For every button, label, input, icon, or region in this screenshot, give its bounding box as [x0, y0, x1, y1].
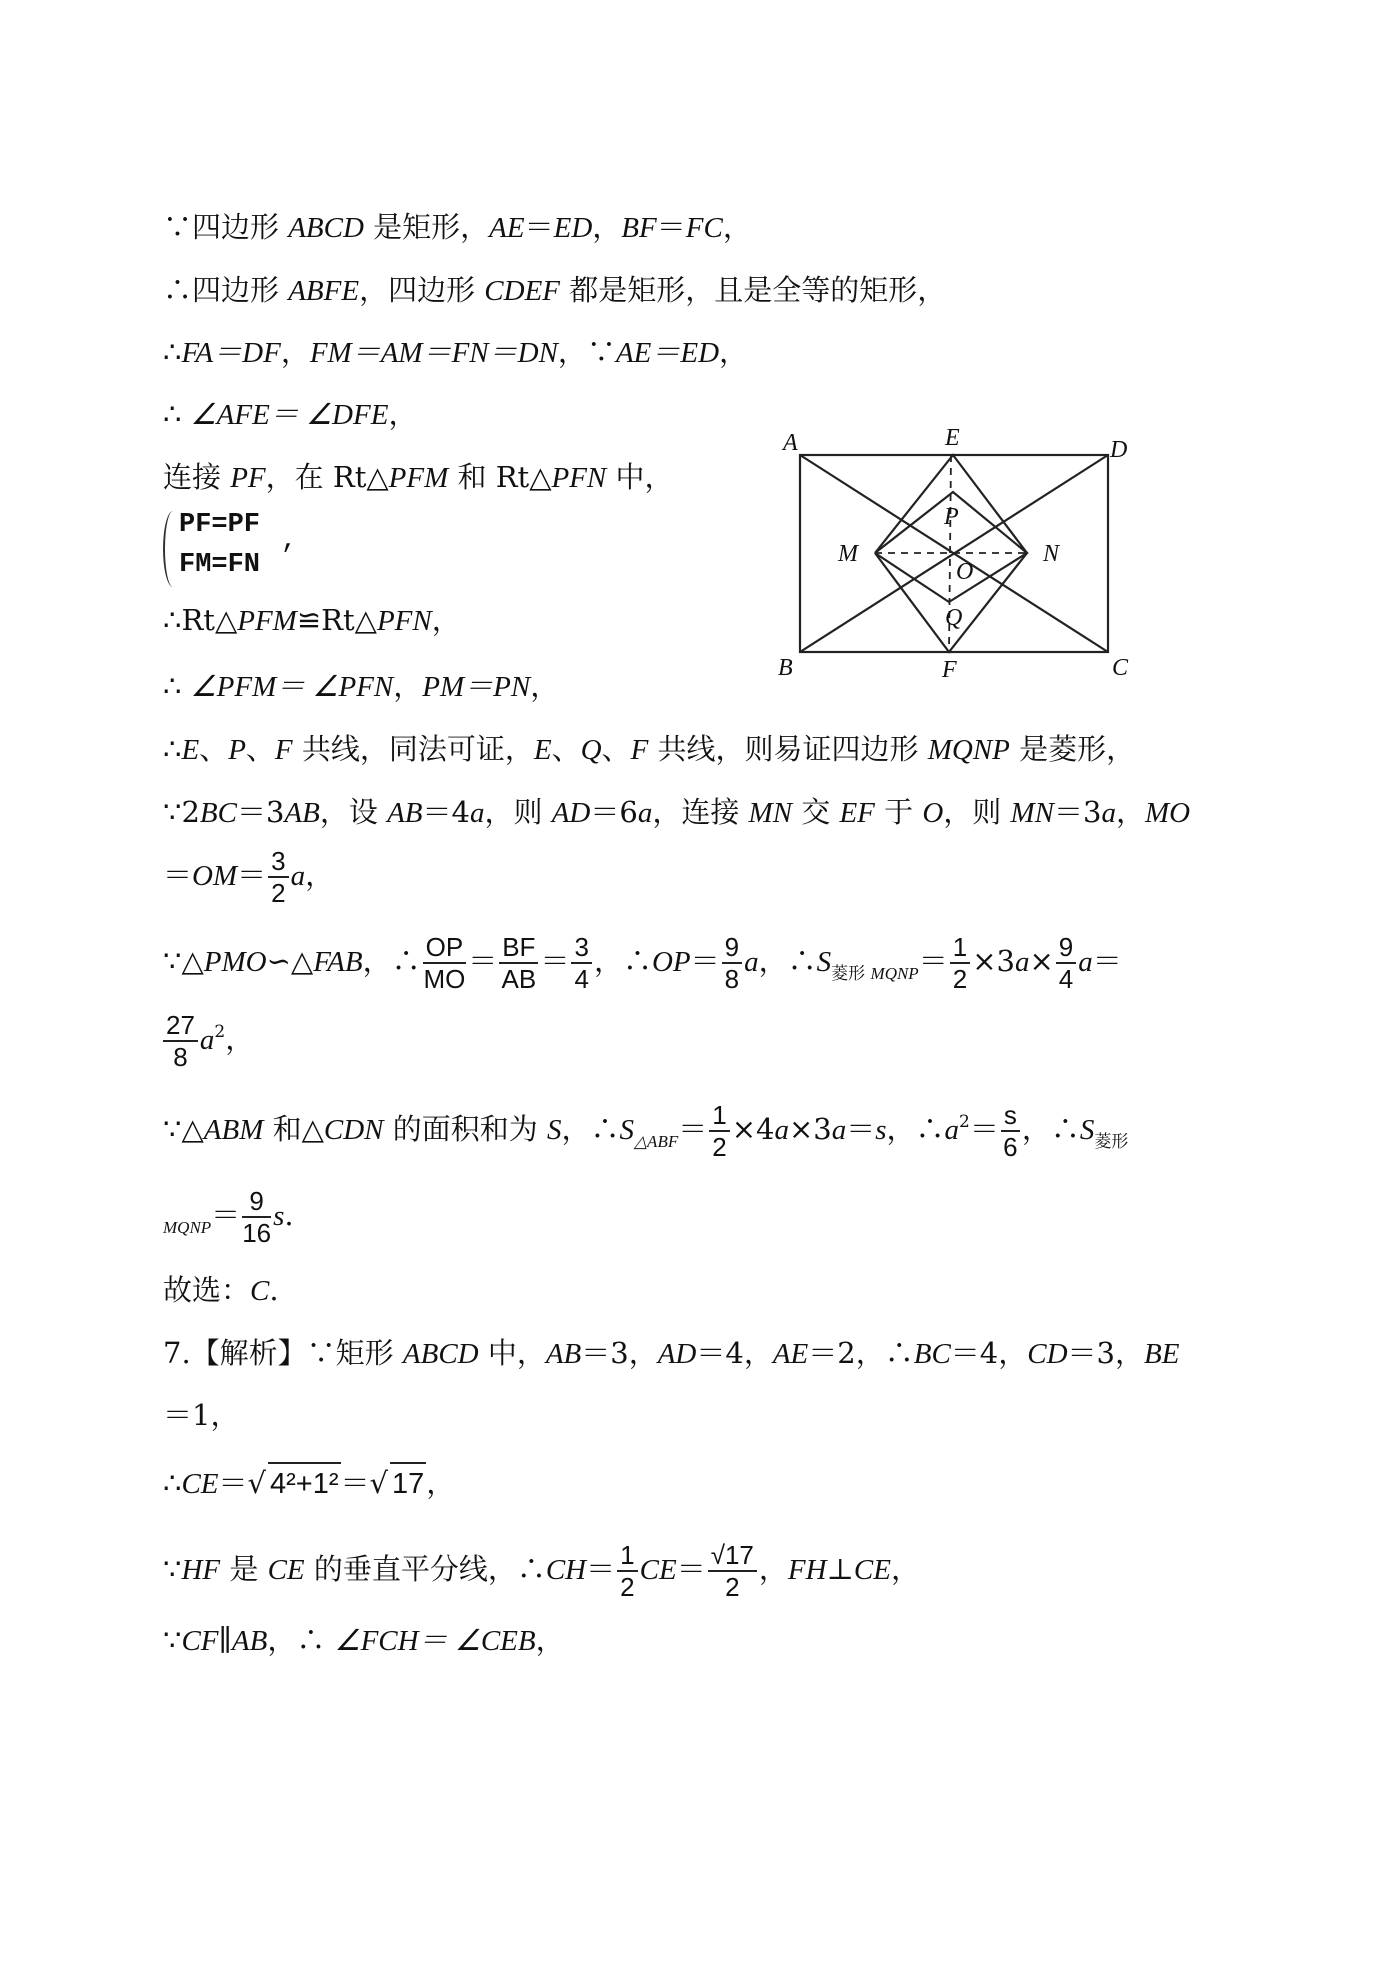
math: CH [545, 1554, 587, 1586]
math: PF [230, 462, 266, 494]
math: CD [1027, 1338, 1068, 1370]
math: EF [839, 797, 875, 829]
text: ∵△ [163, 944, 204, 978]
math: BC [913, 1338, 951, 1370]
text: ≌Rt△ [296, 603, 377, 637]
math: O [922, 797, 944, 829]
text: ∴ [163, 669, 191, 703]
math: FC [685, 212, 723, 244]
math: ABFE [288, 275, 360, 307]
text: ，四边形 [359, 273, 485, 307]
superscript: 2 [214, 1022, 226, 1042]
math: a [1078, 946, 1093, 978]
denominator: 8 [173, 1042, 188, 1072]
math: PFN [376, 605, 432, 637]
text: ＝6 [590, 795, 638, 829]
label-d: D [1110, 437, 1128, 463]
line-8 [163, 729, 1135, 770]
math: CDN [323, 1114, 384, 1146]
math: BF [621, 212, 657, 244]
math: AE [772, 1338, 809, 1370]
math: ∠PFM＝ ∠PFN [190, 671, 394, 703]
numerator: 3 [571, 932, 591, 964]
numerator: 1 [709, 1100, 729, 1132]
text: 和△ [263, 1112, 324, 1146]
text: ＝1， [163, 1398, 240, 1432]
text: 中， [478, 1336, 546, 1370]
text: ×3 [972, 944, 1015, 978]
label-q: Q [945, 605, 963, 631]
line-19 [163, 1540, 920, 1602]
text: ∵四边形 [163, 210, 289, 244]
text: ， [225, 1022, 255, 1056]
line-18 [163, 1462, 455, 1504]
text: ＝ [163, 858, 193, 892]
text: ， [535, 1623, 565, 1657]
line-11 [163, 932, 1122, 994]
math: ABCD [402, 1338, 479, 1370]
math: PFM [388, 462, 449, 494]
sqrt-icon: √ [369, 1466, 389, 1500]
numerator: 3 [268, 846, 288, 878]
denominator: MO [423, 964, 466, 994]
math: OP [651, 946, 691, 978]
math: a [1101, 797, 1116, 829]
math: a [744, 946, 759, 978]
text: ，∴ [561, 1112, 620, 1146]
line-17 [163, 1395, 239, 1435]
numerator: 1 [950, 932, 970, 964]
radicand: 4²+1² [268, 1462, 341, 1504]
text: 是 [220, 1552, 268, 1586]
text: 、 [199, 732, 229, 766]
fraction [617, 1540, 637, 1602]
line-14 [163, 1186, 294, 1248]
text: ＝3， [1067, 1336, 1144, 1370]
math: E [533, 734, 552, 766]
text: ＝3 [1054, 795, 1102, 829]
text: 都是矩形，且是全等的矩形， [560, 273, 947, 307]
text: ， [305, 858, 335, 892]
text: ，则 [943, 795, 1011, 829]
text: 、 [551, 732, 581, 766]
line-7 [163, 666, 559, 707]
text: ＝ [524, 210, 554, 244]
denominator: 8 [724, 964, 740, 994]
math: BE [1144, 1338, 1180, 1370]
fraction [499, 932, 538, 994]
text: ，在 Rt△ [265, 460, 389, 494]
numerator: 9 [242, 1186, 271, 1218]
text: ∵ [163, 1623, 182, 1657]
equation-row: FM=FN [179, 550, 261, 580]
math: FA＝DF [181, 337, 281, 369]
text: , [281, 526, 298, 556]
label-n: N [1043, 541, 1060, 567]
math: MN [1010, 797, 1055, 829]
math: E [181, 734, 200, 766]
math: ∠FCH＝ ∠CEB [334, 1625, 536, 1657]
text: ，设 [319, 795, 388, 829]
text: 交 [792, 795, 840, 829]
math: a [199, 1024, 215, 1056]
text: ＝4， [696, 1336, 773, 1370]
label-c: C [1112, 655, 1129, 681]
math: CE [267, 1554, 305, 1586]
line-16 [163, 1333, 1179, 1374]
fraction [709, 1100, 729, 1162]
text: . [269, 1273, 279, 1307]
label-b: B [778, 655, 793, 681]
math: ∠AFE＝ ∠DFE [190, 399, 389, 431]
text: 中， [606, 460, 674, 494]
left-brace-icon [163, 511, 175, 587]
fraction [722, 932, 742, 994]
text: ＝ [340, 1466, 370, 1500]
subscript: MQNP [163, 1218, 212, 1237]
math: AE [489, 212, 525, 244]
text: ， [426, 1466, 456, 1500]
text: ＝2，∴ [808, 1336, 914, 1370]
text: ＝ [678, 1112, 708, 1146]
text: 是菱形， [1009, 732, 1136, 766]
math: PM＝PN [422, 671, 531, 703]
text: ＝4 [422, 795, 470, 829]
denominator: 4 [1058, 964, 1074, 994]
text: ∴四边形 [163, 273, 289, 307]
math: CF [181, 1625, 219, 1657]
text: ＝ [690, 944, 720, 978]
text: ∴ [163, 732, 182, 766]
label-a: A [783, 430, 798, 456]
math: a [637, 797, 653, 829]
math: a [469, 797, 485, 829]
text: 故选： [163, 1273, 251, 1307]
math: a [944, 1114, 960, 1146]
text: ， [758, 1552, 788, 1586]
math: Q [580, 734, 602, 766]
subscript: 菱形 [1094, 1132, 1129, 1152]
text: ＝ [218, 1466, 248, 1500]
sqrt-icon: √ [247, 1466, 267, 1500]
text: ， [431, 603, 461, 637]
math: PMO [203, 946, 267, 978]
text: 连接 [163, 460, 231, 494]
math: FM＝AM＝FN＝DN [309, 337, 558, 369]
denominator: 2 [620, 1572, 635, 1602]
fraction [268, 846, 288, 908]
denominator: 2 [712, 1132, 727, 1162]
text: 、 [601, 732, 631, 766]
math: AE＝ED [615, 337, 720, 369]
math: AB [284, 797, 320, 829]
text: ， [393, 669, 423, 703]
line-5 [163, 457, 674, 498]
text: 的垂直平分线，∴ [304, 1552, 546, 1586]
text: 7.【解析】∵矩形 [163, 1336, 403, 1370]
fraction [571, 932, 591, 994]
radicand: 17 [390, 1462, 426, 1504]
text: ， [530, 669, 560, 703]
fraction [950, 932, 970, 994]
text: ＝ [918, 944, 948, 978]
text: 共线，同法可证， [292, 732, 534, 766]
text: ×3 [788, 1112, 832, 1146]
fraction [242, 1186, 271, 1248]
text: ，∴ [593, 944, 652, 978]
math: S [546, 1114, 562, 1146]
label-e: E [945, 425, 960, 451]
denominator: AB [501, 964, 537, 994]
text: ＝ [656, 210, 686, 244]
text: 和 Rt△ [448, 460, 552, 494]
line-4 [163, 394, 417, 435]
text: ， [1115, 795, 1145, 829]
text: ， [280, 335, 310, 369]
label-p: P [944, 504, 959, 530]
numerator: OP [423, 932, 467, 964]
math: AB [387, 797, 423, 829]
math: AB [231, 1625, 268, 1657]
fraction [423, 932, 467, 994]
math: a [774, 1114, 789, 1146]
math: ABM [203, 1114, 264, 1146]
math: CE [639, 1554, 677, 1586]
math: CE [853, 1554, 891, 1586]
text: ＝3， [581, 1336, 658, 1370]
text: ，∴ [267, 1623, 335, 1657]
line-10 [163, 846, 334, 908]
math: S [1079, 1114, 1095, 1146]
math: MO [1144, 797, 1191, 829]
math: CDEF [484, 275, 561, 307]
math: s [273, 1200, 285, 1232]
line-15 [163, 1270, 279, 1311]
math: ABCD [288, 212, 364, 244]
math: CE [181, 1468, 219, 1500]
equation-row: PF=PF [179, 510, 261, 540]
denominator: 2 [952, 964, 968, 994]
text: ∵ [163, 1552, 182, 1586]
math: a [1014, 946, 1030, 978]
line-6 [163, 600, 461, 641]
line-13 [163, 1100, 1128, 1162]
fraction [163, 1010, 198, 1072]
text: ＝ [211, 1198, 241, 1232]
math: MQNP [927, 734, 1010, 766]
math: PFM [237, 605, 297, 637]
text: ∥ [218, 1623, 232, 1657]
geometry-diagram [770, 420, 1170, 690]
numerator: 9 [1056, 932, 1076, 964]
math: a [290, 860, 306, 892]
text: ，∴ [886, 1112, 945, 1146]
text: ， [388, 397, 418, 431]
denominator: 16 [242, 1218, 272, 1248]
line-9 [163, 792, 1190, 833]
text: 的面积和为 [383, 1112, 547, 1146]
numerator: 27 [163, 1010, 198, 1042]
text: ＝ [676, 1552, 706, 1586]
text: 于 [874, 795, 923, 829]
label-f: F [942, 657, 957, 683]
math: AD [551, 797, 591, 829]
math: S [816, 946, 832, 978]
numerator: 1 [617, 1540, 637, 1572]
superscript: 2 [959, 1112, 970, 1132]
text: ， [719, 335, 749, 369]
math: P [228, 734, 246, 766]
math: HF [181, 1554, 221, 1586]
text: ＝ [846, 1112, 876, 1146]
numerator: s [1001, 1100, 1020, 1132]
text: ，∵ [557, 335, 616, 369]
text: ， [722, 210, 752, 244]
text: 、 [245, 732, 275, 766]
fraction [708, 1540, 757, 1602]
fraction [1056, 932, 1076, 994]
text: ，则 [484, 795, 552, 829]
denominator: 6 [1003, 1132, 1018, 1162]
label-o: O [956, 559, 974, 585]
text: ∴Rt△ [163, 603, 238, 637]
math: BC [199, 797, 237, 829]
text: ＝3 [236, 795, 285, 829]
text: ＝ [1092, 944, 1122, 978]
text: ⊥ [826, 1552, 854, 1586]
line-1 [163, 207, 752, 248]
line-3 [163, 332, 748, 373]
subscript: MQNP [870, 964, 919, 983]
subscript: △ABF [633, 1132, 679, 1151]
text: ， [592, 210, 622, 244]
numerator: BF [499, 932, 538, 964]
denominator: 2 [271, 878, 286, 908]
text: ∵2 [163, 795, 200, 829]
text: ＝ [237, 858, 267, 892]
text: ，∴ [1021, 1112, 1080, 1146]
text: ＝ [468, 944, 498, 978]
text: ＝ [540, 944, 570, 978]
text: 共线，则易证四边形 [648, 732, 928, 766]
fraction [1001, 1100, 1020, 1162]
text: ＝ [969, 1112, 999, 1146]
line-20 [163, 1620, 565, 1661]
subscript: 菱形 [831, 964, 871, 984]
math: C [250, 1275, 270, 1307]
math: AB [545, 1338, 582, 1370]
text: ＝ [586, 1552, 616, 1586]
math: MN [748, 797, 793, 829]
math: AD [657, 1338, 697, 1370]
math: F [274, 734, 293, 766]
text: 是矩形， [363, 210, 490, 244]
math: PFN [551, 462, 607, 494]
denominator: 2 [725, 1572, 740, 1602]
math: F [630, 734, 649, 766]
text: ∴ [163, 1466, 182, 1500]
line-2 [163, 270, 946, 311]
text: ×4 [731, 1112, 775, 1146]
text: ∽△ [266, 944, 314, 978]
text: ，∴ [362, 944, 421, 978]
math: s [875, 1114, 887, 1146]
text: ＝4， [950, 1336, 1028, 1370]
numerator: 9 [722, 932, 742, 964]
text: ，连接 [652, 795, 749, 829]
text: ∵△ [163, 1112, 204, 1146]
denominator: 4 [574, 964, 589, 994]
line-12 [163, 1010, 254, 1072]
text: ∴ [163, 335, 182, 369]
text: ∴ [163, 397, 191, 431]
math: a [831, 1114, 847, 1146]
label-m: M [838, 541, 858, 567]
math: FH [787, 1554, 827, 1586]
math: ED [553, 212, 593, 244]
math: S [619, 1114, 634, 1146]
text: . [284, 1198, 294, 1232]
text: × [1029, 944, 1054, 978]
math: OM [192, 860, 238, 892]
text: ，∴ [758, 944, 817, 978]
text: ， [890, 1552, 920, 1586]
math: FAB [313, 946, 363, 978]
equation-system [163, 505, 298, 585]
numerator: √17 [708, 1540, 757, 1572]
